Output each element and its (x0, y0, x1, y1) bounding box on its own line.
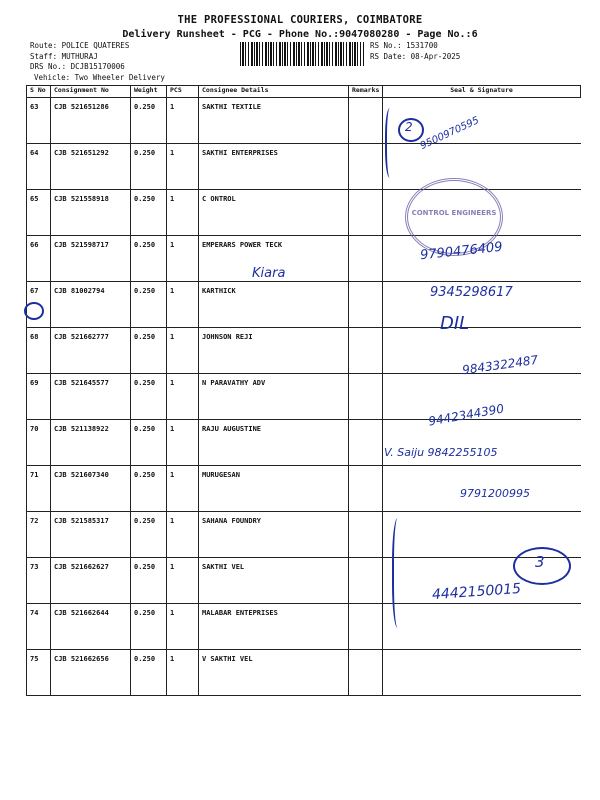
cell-remarks (349, 466, 383, 512)
cell-consignee: SAKTHI TEXTILE (199, 98, 349, 144)
cell-consignee: RAJU AUGUSTINE (199, 420, 349, 466)
cell-pcs: 1 (167, 420, 199, 466)
circled-3-text: 3 (535, 553, 545, 571)
cell-sno: 64 (27, 144, 51, 190)
col-consignment: Consignment No (51, 86, 131, 98)
cell-consignment: CJB 521607340 (51, 466, 131, 512)
circled-2-text: 2 (405, 120, 413, 134)
cell-weight: 0.250 (131, 98, 167, 144)
cell-consignee: SAKTHI ENTERPRISES (199, 144, 349, 190)
rs-date: RS Date: 08-Apr-2025 (370, 51, 461, 61)
col-signature: Seal & Signature (383, 86, 581, 98)
cell-remarks (349, 374, 383, 420)
cell-consignment: CJB 521558918 (51, 190, 131, 236)
cell-remarks (349, 144, 383, 190)
signature-75: 4442150015 (431, 580, 522, 604)
cell-consignee: SAHANA FOUNDRY (199, 512, 349, 558)
cell-consignment: CJB 521651292 (51, 144, 131, 190)
cell-weight: 0.250 (131, 190, 167, 236)
cell-pcs: 1 (167, 144, 199, 190)
signature-70: 9442344390 (427, 401, 505, 429)
cell-signature (383, 144, 581, 190)
drs-number: DRS No.: DCJB15170006 (30, 62, 125, 71)
stamp-text: CONTROL ENGINEERS (411, 209, 497, 217)
cell-weight: 0.250 (131, 282, 167, 328)
cell-consignee: C ONTROL (199, 190, 349, 236)
runsheet-title: Delivery Runsheet - PCG - Phone No.:9047080280 - Page No.:6 (122, 29, 478, 40)
cell-consignee: MALABAR ENTEPRISES (199, 604, 349, 650)
barcode (240, 42, 364, 66)
cell-pcs: 1 (167, 282, 199, 328)
cell-weight: 0.250 (131, 374, 167, 420)
cell-consignee: JOHNSON REJI (199, 328, 349, 374)
cell-pcs: 1 (167, 190, 199, 236)
cell-weight: 0.250 (131, 144, 167, 190)
signature-69: 9843322487 (461, 352, 539, 378)
handwritten-brace (385, 108, 397, 178)
signature-72: 9791200995 (460, 487, 530, 500)
cell-consignee: V SAKTHI VEL (199, 650, 349, 696)
signature-71: V. Saiju 9842255105 (384, 446, 498, 459)
cell-sno: 69 (27, 374, 51, 420)
runsheet-table (26, 85, 581, 696)
cell-sno: 67 (27, 282, 51, 328)
cell-pcs: 1 (167, 374, 199, 420)
cell-remarks (349, 512, 383, 558)
table-row (27, 604, 581, 650)
cell-remarks (349, 328, 383, 374)
cell-signature (383, 650, 581, 696)
cell-remarks (349, 604, 383, 650)
cell-sno: 65 (27, 190, 51, 236)
table-row (27, 650, 581, 696)
cell-weight: 0.250 (131, 650, 167, 696)
cell-sno: 75 (27, 650, 51, 696)
check-circle-68 (24, 302, 44, 320)
cell-sno: 71 (27, 466, 51, 512)
cell-sno: 73 (27, 558, 51, 604)
col-sno: S No (27, 86, 51, 98)
col-weight: Weight (131, 86, 167, 98)
cell-consignee: SAKTHI VEL (199, 558, 349, 604)
cell-weight: 0.250 (131, 328, 167, 374)
cell-weight: 0.250 (131, 466, 167, 512)
runsheet-meta-right (370, 41, 460, 62)
col-pcs: PCS (167, 86, 199, 98)
cell-sno: 72 (27, 512, 51, 558)
vehicle-label: Vehicle: Two Wheeler Delivery (34, 73, 165, 82)
route-label: Route: POLICE QUATERES (30, 41, 130, 50)
cell-sno: 70 (27, 420, 51, 466)
cell-sno: 63 (27, 98, 51, 144)
cell-pcs: 1 (167, 512, 199, 558)
signature-68: 9345298617 (430, 285, 513, 300)
company-name: THE PROFESSIONAL COURIERS, COIMBATORE (177, 14, 423, 26)
cell-pcs: 1 (167, 98, 199, 144)
staff-label: Staff: MUTHURAJ (30, 51, 98, 61)
cell-consignee: MURUGESAN (199, 466, 349, 512)
cell-consignment: CJB 81002794 (51, 282, 131, 328)
cell-remarks (349, 420, 383, 466)
table-row (27, 512, 581, 558)
cell-consignment: CJB 521598717 (51, 236, 131, 282)
cell-pcs: 1 (167, 466, 199, 512)
handwritten-brace-2 (392, 518, 406, 628)
signature-66: 9790476409 (419, 239, 504, 264)
table-header-row (27, 86, 581, 98)
cell-remarks (349, 190, 383, 236)
col-remarks: Remarks (349, 86, 383, 98)
cell-signature (383, 604, 581, 650)
cell-weight: 0.250 (131, 558, 167, 604)
cell-weight: 0.250 (131, 236, 167, 282)
cell-sno: 66 (27, 236, 51, 282)
cell-sno: 74 (27, 604, 51, 650)
cell-consignment: CJB 521138922 (51, 420, 131, 466)
note-67-kiara: Kiara (252, 266, 286, 281)
cell-consignment: CJB 521662777 (51, 328, 131, 374)
cell-remarks (349, 282, 383, 328)
cell-remarks (349, 650, 383, 696)
cell-pcs: 1 (167, 236, 199, 282)
cell-pcs: 1 (167, 604, 199, 650)
cell-weight: 0.250 (131, 420, 167, 466)
cell-consignment: CJB 521651286 (51, 98, 131, 144)
cell-remarks (349, 558, 383, 604)
table-row (27, 98, 581, 144)
cell-consignee: KARTHICK (199, 282, 349, 328)
cell-consignment: CJB 521645577 (51, 374, 131, 420)
cell-consignee: N PARAVATHY ADV (199, 374, 349, 420)
signature-68-initials: DIL (440, 313, 470, 334)
cell-pcs: 1 (167, 328, 199, 374)
col-consignee: Consignee Details (199, 86, 349, 98)
cell-consignment: CJB 521662656 (51, 650, 131, 696)
cell-consignee: EMPERARS POWER TECK (199, 236, 349, 282)
cell-sno: 68 (27, 328, 51, 374)
table-row (27, 144, 581, 190)
cell-remarks (349, 236, 383, 282)
runsheet-meta-left (30, 41, 129, 73)
cell-consignment: CJB 521662644 (51, 604, 131, 650)
cell-remarks (349, 98, 383, 144)
cell-consignment: CJB 521585317 (51, 512, 131, 558)
cell-pcs: 1 (167, 650, 199, 696)
signature-64: 9500970595 (418, 115, 481, 152)
cell-weight: 0.250 (131, 604, 167, 650)
cell-pcs: 1 (167, 558, 199, 604)
cell-consignment: CJB 521662627 (51, 558, 131, 604)
rs-number: RS No.: 1531700 (370, 41, 438, 50)
cell-weight: 0.250 (131, 512, 167, 558)
